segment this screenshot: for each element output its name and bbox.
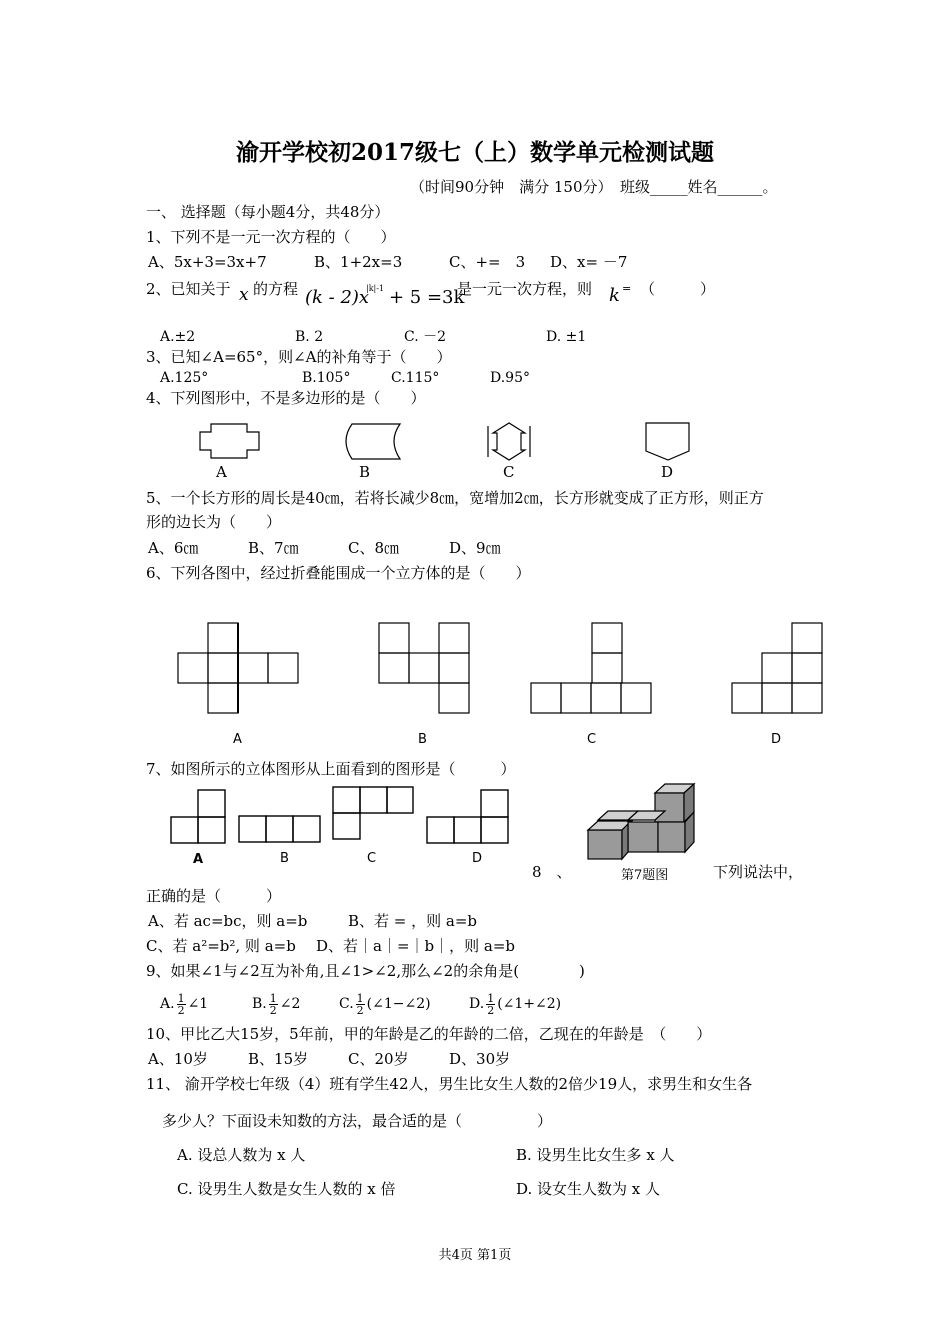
q2-var-k: k <box>609 285 620 306</box>
q5-line-1: 5、一个长方形的周长是40㎝，若将长减少8㎝，宽增加2㎝，长方形就变成了正方形，则正方 <box>146 489 764 507</box>
q7-option-d-figure <box>427 790 508 843</box>
q7-label-d: D <box>472 851 483 866</box>
exam-info: （时间90分钟 满分 150分） 班级_____姓名______。 <box>410 178 778 196</box>
q10-option-b: B、15岁 <box>248 1050 309 1068</box>
q2-text-1: 2、已知关于 <box>146 280 231 298</box>
q8-option-c: C、若 a²=b², 则 a=b <box>146 937 296 955</box>
q9-stem: 9、如果∠1与∠2互为补角,且∠1>∠2,那么∠2的余角是( ) <box>146 962 585 980</box>
q11-option-a: A. 设总人数为 x 人 <box>177 1146 306 1164</box>
q2-text-2: 的方程 <box>253 280 299 298</box>
q6-label-a: A <box>233 732 242 747</box>
q9-option-c: C. $\frac{1}{2}$ (∠1−∠2) <box>339 991 431 1017</box>
q1-option-c: C、+= 3 <box>449 253 526 271</box>
q8-option-b: B、若 = ，则 a=b <box>348 912 478 930</box>
q2-option-b: B. 2 <box>295 329 324 345</box>
q7-solid-figure <box>588 784 694 859</box>
q2-equation-right: + 5 =3k <box>389 287 465 308</box>
q9-option-a: A. $\frac{1}{2}$ ∠1 <box>160 991 209 1017</box>
q3-option-a: A.125° <box>160 370 209 386</box>
q4-label-b: B <box>359 463 371 481</box>
page-footer: 共4页 第1页 <box>438 1248 512 1263</box>
q11-line-2: 多少人？下面设未知数的方法，最合适的是（ ） <box>162 1112 553 1130</box>
q4-label-c: C <box>503 463 515 481</box>
q8-stem-tail: 下列说法中， <box>713 863 804 881</box>
q2-equals: = <box>622 282 632 295</box>
q2-option-c: C. －2 <box>404 329 447 345</box>
q1-stem: 1、下列不是一元一次方程的（ ） <box>146 228 396 246</box>
q2-exponent: |k|-1 <box>366 284 385 293</box>
q6-stem: 6、下列各图中，经过折叠能围成一个立方体的是（ ） <box>146 564 531 582</box>
q1-option-b: B、1+2x=3 <box>314 253 403 271</box>
q8-stem: 正确的是（ ） <box>146 887 282 905</box>
q10-option-d: D、30岁 <box>449 1050 511 1068</box>
q9-option-b: B. $\frac{1}{2}$ ∠2 <box>252 991 301 1017</box>
q5-option-c: C、8㎝ <box>348 539 400 557</box>
q2-var-x: x <box>239 285 249 305</box>
q10-stem: 10、甲比乙大15岁，5年前，甲的年龄是乙的年龄的二倍，乙现在的年龄是 （ ） <box>146 1025 712 1043</box>
q5-option-a: A、6㎝ <box>148 539 199 557</box>
q3-option-d: D.95° <box>490 370 530 386</box>
q7-option-b-figure <box>239 816 320 842</box>
q7-option-a-figure <box>171 790 225 843</box>
q2-text-3: 是一元一次方程，则 <box>457 280 593 298</box>
q10-option-a: A、10岁 <box>148 1050 208 1068</box>
q6-label-b: B <box>418 732 427 747</box>
q7-label-a: A <box>193 852 204 867</box>
q8-option-d: D、若｜a｜=｜b｜，则 a=b <box>316 937 516 955</box>
q7-label-b: B <box>280 851 289 866</box>
q2-option-d: D. ±1 <box>546 329 587 345</box>
q5-option-d: D、9㎝ <box>449 539 501 557</box>
q7-option-c-figure <box>333 787 413 839</box>
q5-option-b: B、7㎝ <box>248 539 299 557</box>
q7-stem: 7、如图所示的立体图形从上面看到的图形是（ ） <box>146 760 516 778</box>
q7-label-c: C <box>367 851 377 866</box>
q1-option-d: D、x= －7 <box>550 253 628 271</box>
q5-line-2: 形的边长为（ ） <box>146 513 282 531</box>
q6-label-d: D <box>771 732 782 747</box>
q10-option-c: C、20岁 <box>348 1050 409 1068</box>
q2-equation-left: (k - 2)x <box>305 287 370 308</box>
q11-option-b: B. 设男生比女生多 x 人 <box>516 1146 675 1164</box>
q3-stem: 3、已知∠A=65°，则∠A的补角等于（ ） <box>146 348 452 366</box>
q11-option-d: D. 设女生人数为 x 人 <box>516 1180 661 1198</box>
q7-caption: 第7题图 <box>621 868 669 883</box>
q4-stem: 4、下列图形中，不是多边形的是（ ） <box>146 389 426 407</box>
q4-label-a: A <box>216 463 227 481</box>
q3-option-c: C.115° <box>391 370 440 386</box>
q1-option-a: A、5x+3=3x+7 <box>148 253 267 271</box>
q6-label-c: C <box>587 732 597 747</box>
q8-option-a: A、若 ac=bc，则 a=b <box>148 912 308 930</box>
q4-label-d: D <box>661 463 674 481</box>
section-heading: 一、 选择题（每小题4分，共48分） <box>146 203 390 221</box>
q9-option-d: D. $\frac{1}{2}$ (∠1+∠2) <box>469 991 562 1017</box>
q2-option-a: A.±2 <box>160 329 196 345</box>
page-title: 渝开学校初2017级七（上）数学单元检测试题 <box>235 139 714 166</box>
q2-paren: （ ） <box>640 280 716 298</box>
q8-number: 8 、 <box>532 863 572 881</box>
q11-option-c: C. 设男生人数是女生人数的 x 倍 <box>177 1180 396 1198</box>
q11-line-1: 11、 渝开学校七年级（4）班有学生42人，男生比女生人数的2倍少19人，求男生和女生各 <box>146 1075 753 1093</box>
q3-option-b: B.105° <box>302 370 351 386</box>
